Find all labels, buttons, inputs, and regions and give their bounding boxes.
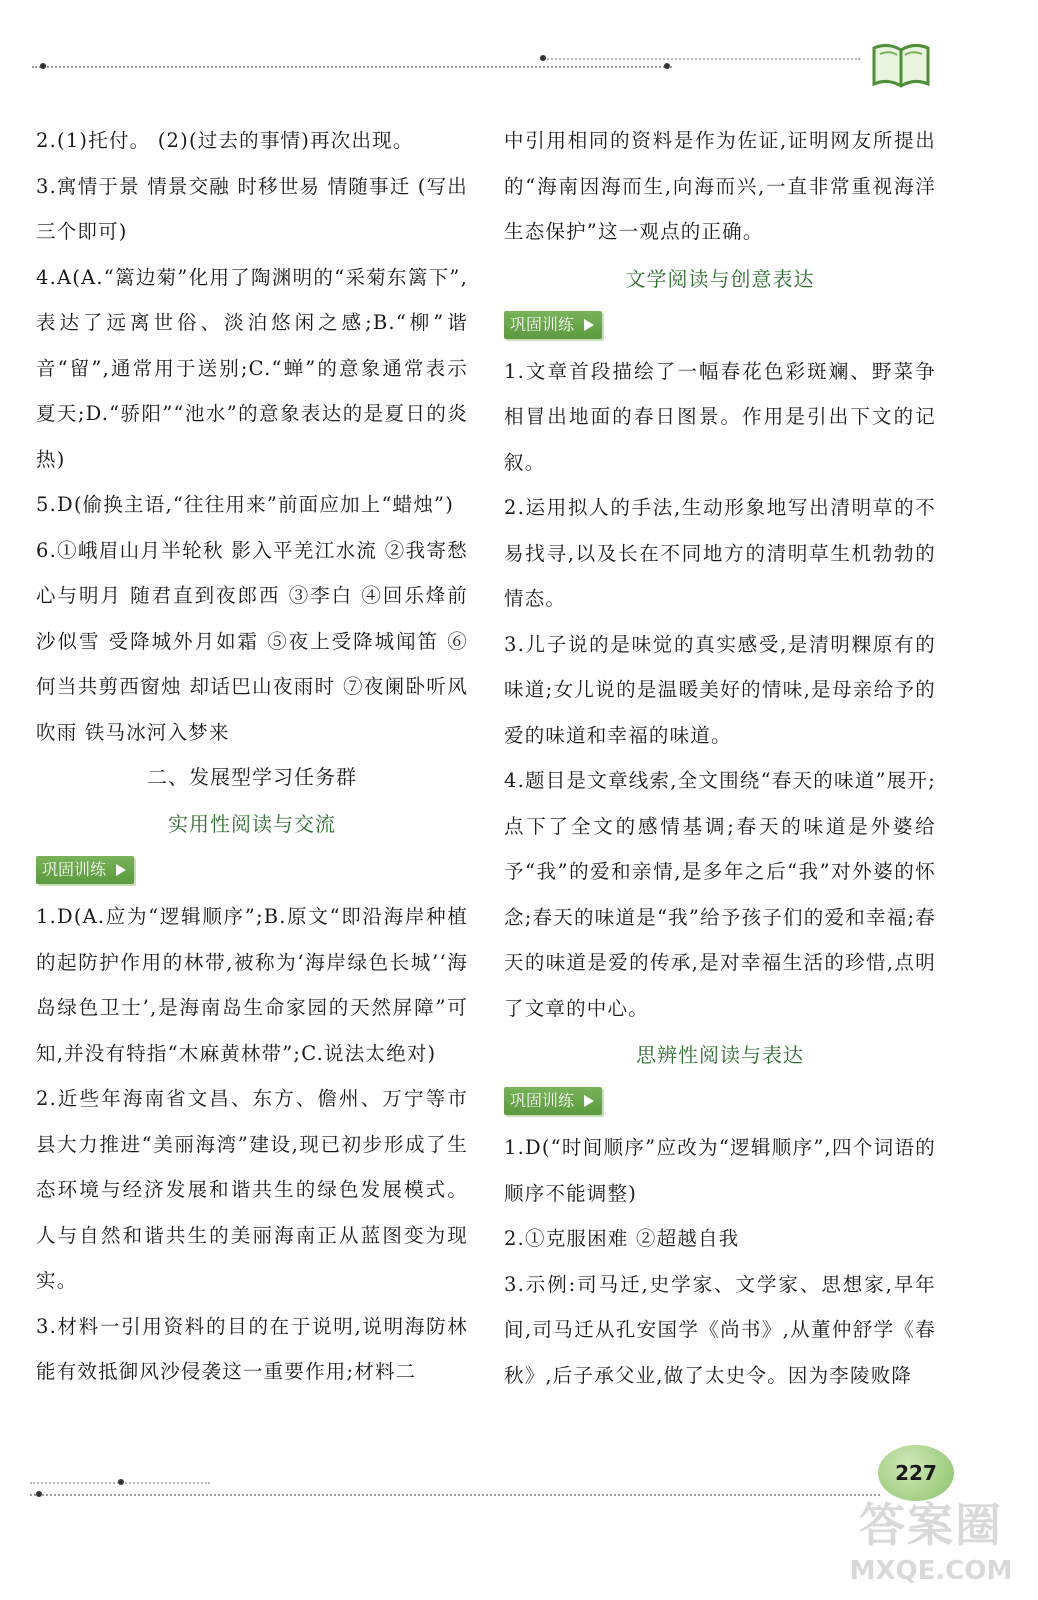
- site-watermark: [836, 1496, 1026, 1594]
- watermark-domain: MXQE.COM: [849, 1556, 1013, 1586]
- footer-rule-dot: [118, 1479, 124, 1485]
- answer-item: 1.文章首段描绘了一幅春花色彩斑斓、野菜争相冒出地面的春日图景。作用是引出下文的记叙。: [504, 359, 936, 474]
- answer-item: 2.(1)托付。 (2)(过去的事情)再次出现。: [36, 129, 414, 152]
- practice-badge: [36, 856, 134, 884]
- answer-item: 3.寓情于景 情景交融 时移世易 情随事迁 (写出三个即可): [36, 174, 469, 243]
- section-heading: 二、发展型学习任务群: [147, 765, 357, 789]
- subsection-heading: 文学阅读与创意表达: [625, 266, 815, 291]
- subsection-heading: 实用性阅读与交流: [168, 812, 336, 836]
- page-number-label: 227: [895, 1461, 937, 1485]
- practice-badge-row: [504, 303, 936, 349]
- play-arrow-icon: [116, 864, 126, 876]
- right-column: [504, 118, 936, 1398]
- left-column: [36, 118, 468, 1395]
- play-arrow-icon: [584, 1095, 594, 1107]
- answer-item: 2.近些年海南省文昌、东方、儋州、万宁等市县大力推进“美丽海湾”建设,现已初步形成了生态环境与经济发展和谐共生的绿色发展模式。人与自然和谐共生的美丽海南正从蓝图变为现实。: [36, 1087, 468, 1292]
- footer-rule-dot: [36, 1491, 42, 1497]
- answer-continuation: 中引用相同的资料是作为佐证,证明网友所提出的“海南因海而生,向海而兴,一直非常重视海洋生态保护”这一观点的正确。: [504, 129, 936, 243]
- subsection-heading: 思辨性阅读与表达: [636, 1043, 804, 1067]
- answer-item: 4.A(A.“篱边菊”化用了陶渊明的“采菊东篱下”,表达了远离世俗、淡泊悠闲之感;B.“柳”谐音“留”,通常用于送别;C.“蝉”的意象通常表示夏天;D.“骄阳”“池水”的意象表达的是夏日的炎热): [36, 265, 468, 471]
- practice-badge-label: 巩固训练: [510, 314, 575, 334]
- practice-badge-row: [504, 1079, 936, 1125]
- play-arrow-icon: [584, 319, 594, 331]
- header-dotted-rule-upper: [540, 58, 860, 60]
- answer-item: 2.①克服困难 ②超越自我: [504, 1227, 740, 1250]
- practice-badge: [504, 1087, 602, 1115]
- practice-badge-label: 巩固训练: [42, 860, 107, 879]
- header-rule-dot: [40, 63, 46, 69]
- header-rule-dot: [540, 55, 546, 61]
- practice-badge-label: 巩固训练: [510, 1091, 575, 1110]
- answer-item: 4.题目是文章线索,全文围绕“春天的味道”展开;点下了全文的感情基调;春天的味道是外婆给予“我”的爱和亲情,是多年之后“我”对外婆的怀念;春天的味道是“我”给予孩子们的爱和幸福;春天的味道是爱的传承,是对幸福生活的珍惜,点明了文章的中心。: [504, 769, 936, 1020]
- page-number: [878, 1445, 954, 1501]
- answer-item: 2.运用拟人的手法,生动形象地写出清明草的不易找寻,以及长在不同地方的清明草生机勃勃的情态。: [504, 496, 936, 610]
- header-dotted-rule: [32, 66, 672, 68]
- answer-item: 6.①峨眉山月半轮秋 影入平羌江水流 ②我寄愁心与明月 随君直到夜郎西 ③李白 ④回乐烽前沙似雪 受降城外月如霜 ⑤夜上受降城闻笛 ⑥何当共剪西窗烛 却话巴山夜雨时 ⑦夜阑卧听风吹雨 铁马冰河入梦来: [36, 538, 468, 744]
- header-rule-dot: [664, 63, 670, 69]
- footer-dotted-rule: [30, 1494, 880, 1496]
- watermark-title: 答案圈: [859, 1498, 1003, 1552]
- answer-item: 1.D(“时间顺序”应改为“逻辑顺序”,四个词语的顺序不能调整): [504, 1136, 936, 1205]
- answer-item: 3.材料一引用资料的目的在于说明,说明海防林能有效抵御风沙侵袭这一重要作用;材料二: [36, 1314, 468, 1383]
- practice-badge-row: [36, 848, 468, 894]
- answer-item: 3.示例:司马迁,史学家、文学家、思想家,早年间,司马迁从孔安国学《尚书》,从董仲舒学《春秋》,后子承父业,做了太史令。因为李陵败降: [504, 1272, 936, 1387]
- book-icon: [870, 38, 932, 90]
- practice-badge: [504, 311, 602, 339]
- answer-item: 1.D(A.应为“逻辑顺序”;B.原文“即沿海岸种植的起防护作用的林带,被称为‘海岸绿色长城’‘海岛绿色卫士’,是海南岛生命家园的天然屏障”可知,并没有特指“木麻黄林带”;C.说法太绝对): [36, 905, 468, 1065]
- answer-item: 3.儿子说的是味觉的真实感受,是清明粿原有的味道;女儿说的是温暖美好的情味,是母亲给予的爱的味道和幸福的味道。: [504, 632, 936, 747]
- answer-item: 5.D(偷换主语,“往往用来”前面应加上“蜡烛”): [36, 493, 455, 516]
